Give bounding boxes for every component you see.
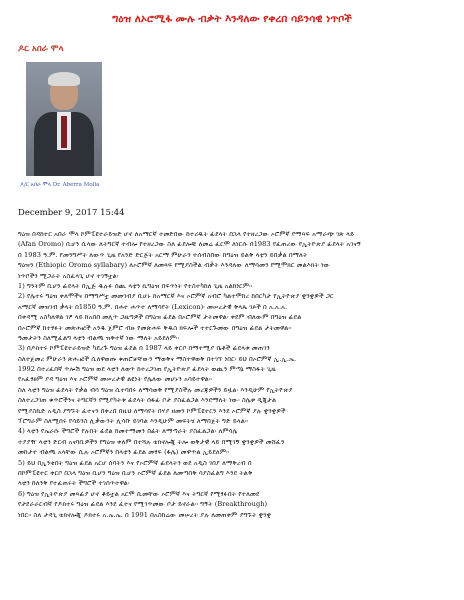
photo-caption: ዶ/ር አበራ ሞላ Dr. Aberra Molla: [20, 182, 100, 188]
body-line: ዓመታትን ስለሚፈልግ ላቲን ብልጫ ዝቅተኛ ነው ማለት አይደለም፡፡: [18, 333, 180, 342]
body-line: ስለተጀመረ ምሁራን ጽሑፎች ሲለዋወጡ ቁጠሮቻቸውን ማወቅና ማስተዋወቅ በተገኘ ነበር፡ ይህ በኦሮምኛ ኢ.ኢ.ኤ.: [18, 354, 297, 363]
photo-tie: [61, 116, 67, 148]
article-title: ግዕዝ ለኦሮሚፋ ሙሉ ብቃት እንዳለው የቀረበ ሳይንሳዊ ነጥቦች: [112, 13, 352, 25]
author-photo: [26, 62, 102, 176]
article-body: [18, 229, 448, 595]
body-line: መከታተ ብልጫ አላቸው ሲሉ ኦሮምኛን በላቲን ፊደል መፃፍ (ፋሌ) መዋጥል ኢይደለም፡፡: [18, 448, 230, 457]
body-line: አማርኛ መዝገብ ቃላት በ1850 ዓ.ም. በሐተ ሐጥተ ለማሳየት (Lexicon)፡ መሠረታዊ ቅላጼ ገጾች በ አ.አ.አ.: [18, 302, 288, 311]
body-line: 5) ይህ በኢንቂበት ግዕዝ ፊደል አርሆ ሰባትን እና የኦሮምኛ ፊደላትን ወደ አዲስ ገበያ ለማቅረብ በ: [18, 458, 252, 467]
body-line: 1) ግንትም ቢሆን ፊደላት በኢጅ ዱሉፉ ሰጪ ላቲን ኪግዕዝ በፍጥነት የተስተካከለ ጊዜ አልከነርም፡፡: [18, 281, 253, 290]
body-line: ስለ ላቲን ግዕዝ ፊደላት የቃል ብሳ ግዕዝ ሲተባበሩ ለማሳወቅ የሚያስችሉ መረጃዎችን ይዟል፡ እንዲሁም የኢትዮጵያ: [18, 385, 293, 394]
body-line: 1992 በተረፈበኛ ጥሎሽ ግዕዝ ወደ ላቲን ለወጥ ከተረጋገጠ የኢትዮጵያ ፊደላት ወጪን ምጣኔ ማስፋት ጊዜ: [18, 365, 276, 374]
photo-hair: [48, 72, 80, 86]
body-line: 2) የሌተሩ ግዕዝ ቀለሞችና በማግሥቷ መመገብያ ቢሆኑ ከአማርኛ እና ኦሮምኛ አብሮ ካልተሞከረ ከበርካታ የኢትዮጵያ ቋንቋዎች ጋር: [18, 292, 334, 301]
body-line: የአፈፃፀም ያዳ ግዕዝ እና ኦሮምኛ መሠረታዊ ልዩነት የሌለው መሆኑን አሳይተዋል።: [18, 375, 213, 384]
body-line: ስለተረጋገጠ ቁጥሮችንና ትግርኛን የሚያካትቱ ፊደላት ሰፋፊ ቦታ ያስፈልጋል እንደማለት ነው፡ ስሌቱ ዲጂታል: [18, 396, 277, 405]
body-line: የሚያስኬድ አዲስ ያግኙት ፈተናን በቀረበ በዚህ ለማሳየት በሃያ ዘመን ኮምፒዩተርን እንደ ኦሮምኛ ያሉ ቋንቋዎች: [18, 406, 286, 415]
body-line: ተያያዥ ላቲን ድርብ አናባቢዎችን የግዕዝ ቀለም በተሻሉ ቴክኖሎጂ ትሎ ወቅታዊ ላይ በሚገኝ ቋንቋዎች መሸፈን: [18, 437, 285, 446]
body-line: ላቲን ከለንቅ የተፈጠሩት ችግሮች ተገሰጥተዋል፡: [18, 479, 130, 488]
body-line: ነጥቦችን ሚጋራት አስፈላጊ ሆኖ ተገኝቷል፡: [18, 271, 119, 280]
body-line: የታደራራርብኛ የዶክተሩ ግዕዝ ፊደል እንደ ፈተና የሚገጥመው ቦታ ይኖራል፡፡ ግኝት (Breakthrough): [18, 500, 268, 509]
body-line: ግዕዝ በዳከተር አበራ ሞላ ኮምፒዩተራይዝድ ሆኖ ለአማርኛ ተመድበው ከተሪዱት ፊደላት በኋላ የተዘረጋው ኦሮምኛ የማጻፍ አማራጭ ገጽ ላይ: [18, 230, 355, 238]
body-line: በቀዳሚ አስካለዋል ገፆ ላይ ከአበበ መሊጥ ጋዜጣዎች በግዕዝ ፊደል በኦሮምኛ ታትመዋል፡ ቀደም ብለውም በግዕዝ ፊደል: [18, 313, 302, 322]
body-line: በኦሮምኛ ከተፃፉት መጽሐፎች አንዱ ጀምሮ ብዙ የመጽሐፍ ቅዱስ ክፍሎች ተተርጉመው በግዕዝ ፊደል ታትመዋል።: [18, 323, 292, 332]
body-line: በ 1983 ዓ.ም. የመንግሥት ለውጥ ጊዜ የአንድ ድርጅት አርማ ምሁራን ተሰብስበው ከግዕዝ ይልቅ ላቲን ይበቃል በማለት: [18, 250, 308, 259]
body-line: 3) በዶክተሩ ኮምፒዩተራይዝድ ካደረጉ ግዕዝ ፊደል በ 1987 ላይ ቀርቦ በማተሚያ ቤቶች ፊደላቱ መጠገን: [18, 344, 270, 353]
author-name: ዶር አበራ ሞላ: [18, 44, 64, 54]
body-line: (Afan Oromo) ቢሆን ሲላው ለትግርኛ ተብሎ የተዘረጋው ስለ ፊደሎቹ ለመሬ ፈርሞ ለነርሱ በ1983 የፈጠረው የኢትዮጵያ ፊደላት አገናኝ: [18, 240, 361, 249]
body-line: በኮምፒዩተር ቀርቦ በኋላ ግዕዝ ቢሆን ግዕዝ ቢሆን ኦሮምኛ ፊደል ለመጣበቅ ሳያስፈልግ እንደ ትልቅ: [18, 468, 253, 477]
body-line: ነበር። ስለ ታዳጊ ቴክኖሎጂ ዶክተሩ አ.ኤ.ኤ. በ 1991 በአስከሬው መሠረት ያሉ ለመጠቀም ያግኙት ቋንቋ: [18, 510, 272, 519]
publish-date: December 9, 2017 15:44: [18, 208, 125, 218]
body-line: ግዕዝን (Ethiopic Oromo syllabary) ለኦሮምኛ ለመጻፍ የሚያስችል ብቃት እንዳለው ለማሳመን የሚሞክር መልእክት ነው: [18, 261, 331, 270]
body-line: 4) ላቲን የኤራሱ ችግሮች የሉበት ፊደል ከመተማመን በፊት ለማጣራት ያስፈልጋል፡ ለምሳሌ: [18, 427, 238, 436]
body-line: ፕሮግራም ስለሚሰሩ የሳይንስ ሊቃውንት ሊሳቡ ይገባል እንዲሁም መፍትሄ ለማበጀት ግድ ይላል።: [18, 417, 249, 426]
body-line: 6) ግዕዝ የኢትዮጵያ መጻፊያ ሆኖ ቆይቷል አርሞ ሲመቸው ኦሮምኛ እና ትግርኛ የሚፃፉበት የተለመደ: [18, 489, 260, 498]
